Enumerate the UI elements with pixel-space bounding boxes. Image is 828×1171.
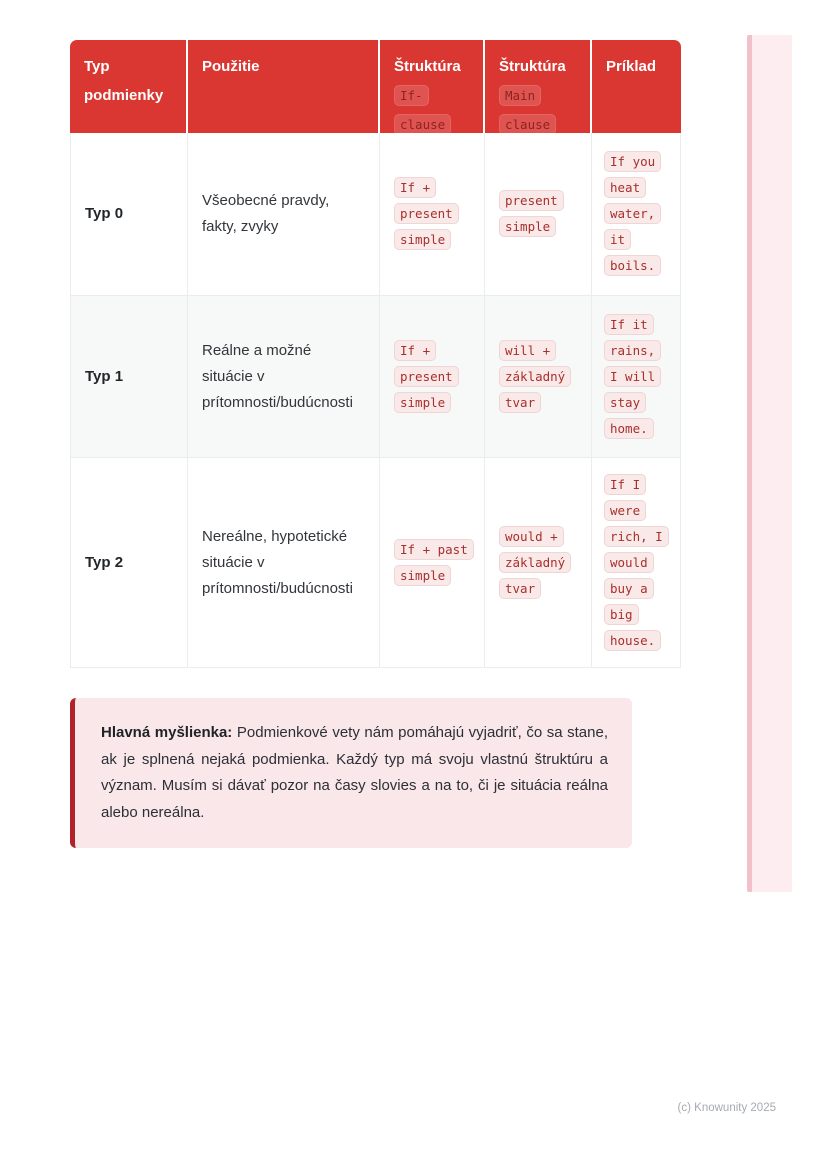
note-lead: Hlavná myšlienka: — [101, 724, 233, 741]
header-label: Štruktúra — [499, 58, 566, 75]
cell-if-clause — [380, 296, 485, 458]
typ-label: Typ 1 — [85, 367, 124, 385]
cell-main-clause — [485, 458, 592, 668]
pouzitie-text: Reálne a možné situácie v prítomnosti/budúcnosti — [202, 341, 353, 411]
cell-pouzitie — [188, 296, 380, 458]
column-header-struktura-main-clause — [485, 40, 592, 133]
cell-pouzitie — [188, 458, 380, 668]
column-header-priklad — [592, 40, 681, 133]
header-code-main-clause: Main clause — [499, 85, 556, 133]
header-code-if-clause: If-clause — [394, 85, 451, 133]
cell-priklad — [592, 296, 681, 458]
header-label: Typ podmienky — [84, 58, 164, 104]
cell-if-clause — [380, 133, 485, 296]
header-label: Použitie — [202, 58, 260, 75]
main-clause-code: present simple — [499, 190, 564, 237]
note-body: Podmienkové vety nám pomáhajú vyjadriť, čo sa stane, ak je splnená nejaká podmienka. Každý typ má svoju vlastnú štruktúru a význam. Musím si dávať pozor na časy slovies a na to, či je situácia reálna alebo nereálna. — [101, 724, 609, 821]
copyright-text: (c) Knowunity 2025 — [677, 1102, 776, 1114]
key-idea-note — [70, 698, 632, 848]
column-header-struktura-if-clause — [380, 40, 485, 133]
typ-label: Typ 0 — [85, 205, 124, 222]
pouzitie-text: Všeobecné pravdy, fakty, zvyky — [202, 192, 330, 235]
priklad-code: If I were rich, I would buy a big house. — [604, 474, 669, 651]
header-label: Štruktúra — [394, 58, 461, 75]
cell-main-clause — [485, 296, 592, 458]
header-label: Príklad — [606, 58, 657, 75]
main-clause-code: will + základný tvar — [499, 340, 571, 413]
column-header-typ-podmienky — [70, 40, 188, 133]
if-clause-code: If + present simple — [394, 177, 459, 250]
cell-typ — [70, 133, 188, 296]
pouzitie-text: Nereálne, hypotetické situácie v prítomnosti/budúcnosti — [202, 527, 353, 597]
priklad-code: If it rains, I will stay home. — [604, 314, 661, 439]
cell-priklad — [592, 458, 681, 668]
if-clause-code: If + past simple — [394, 539, 474, 586]
cell-priklad — [592, 133, 681, 296]
cell-pouzitie — [188, 133, 380, 296]
priklad-code: If you heat water, it boils. — [604, 151, 661, 276]
if-clause-code: If + present simple — [394, 340, 459, 413]
cell-typ — [70, 296, 188, 458]
conditionals-table — [70, 40, 681, 668]
cell-typ — [70, 458, 188, 668]
page-margin-strip — [747, 35, 792, 892]
column-header-pouzitie — [188, 40, 380, 133]
cell-if-clause — [380, 458, 485, 668]
typ-label: Typ 2 — [85, 553, 124, 571]
cell-main-clause — [485, 133, 592, 296]
main-clause-code: would + základný tvar — [499, 526, 571, 599]
